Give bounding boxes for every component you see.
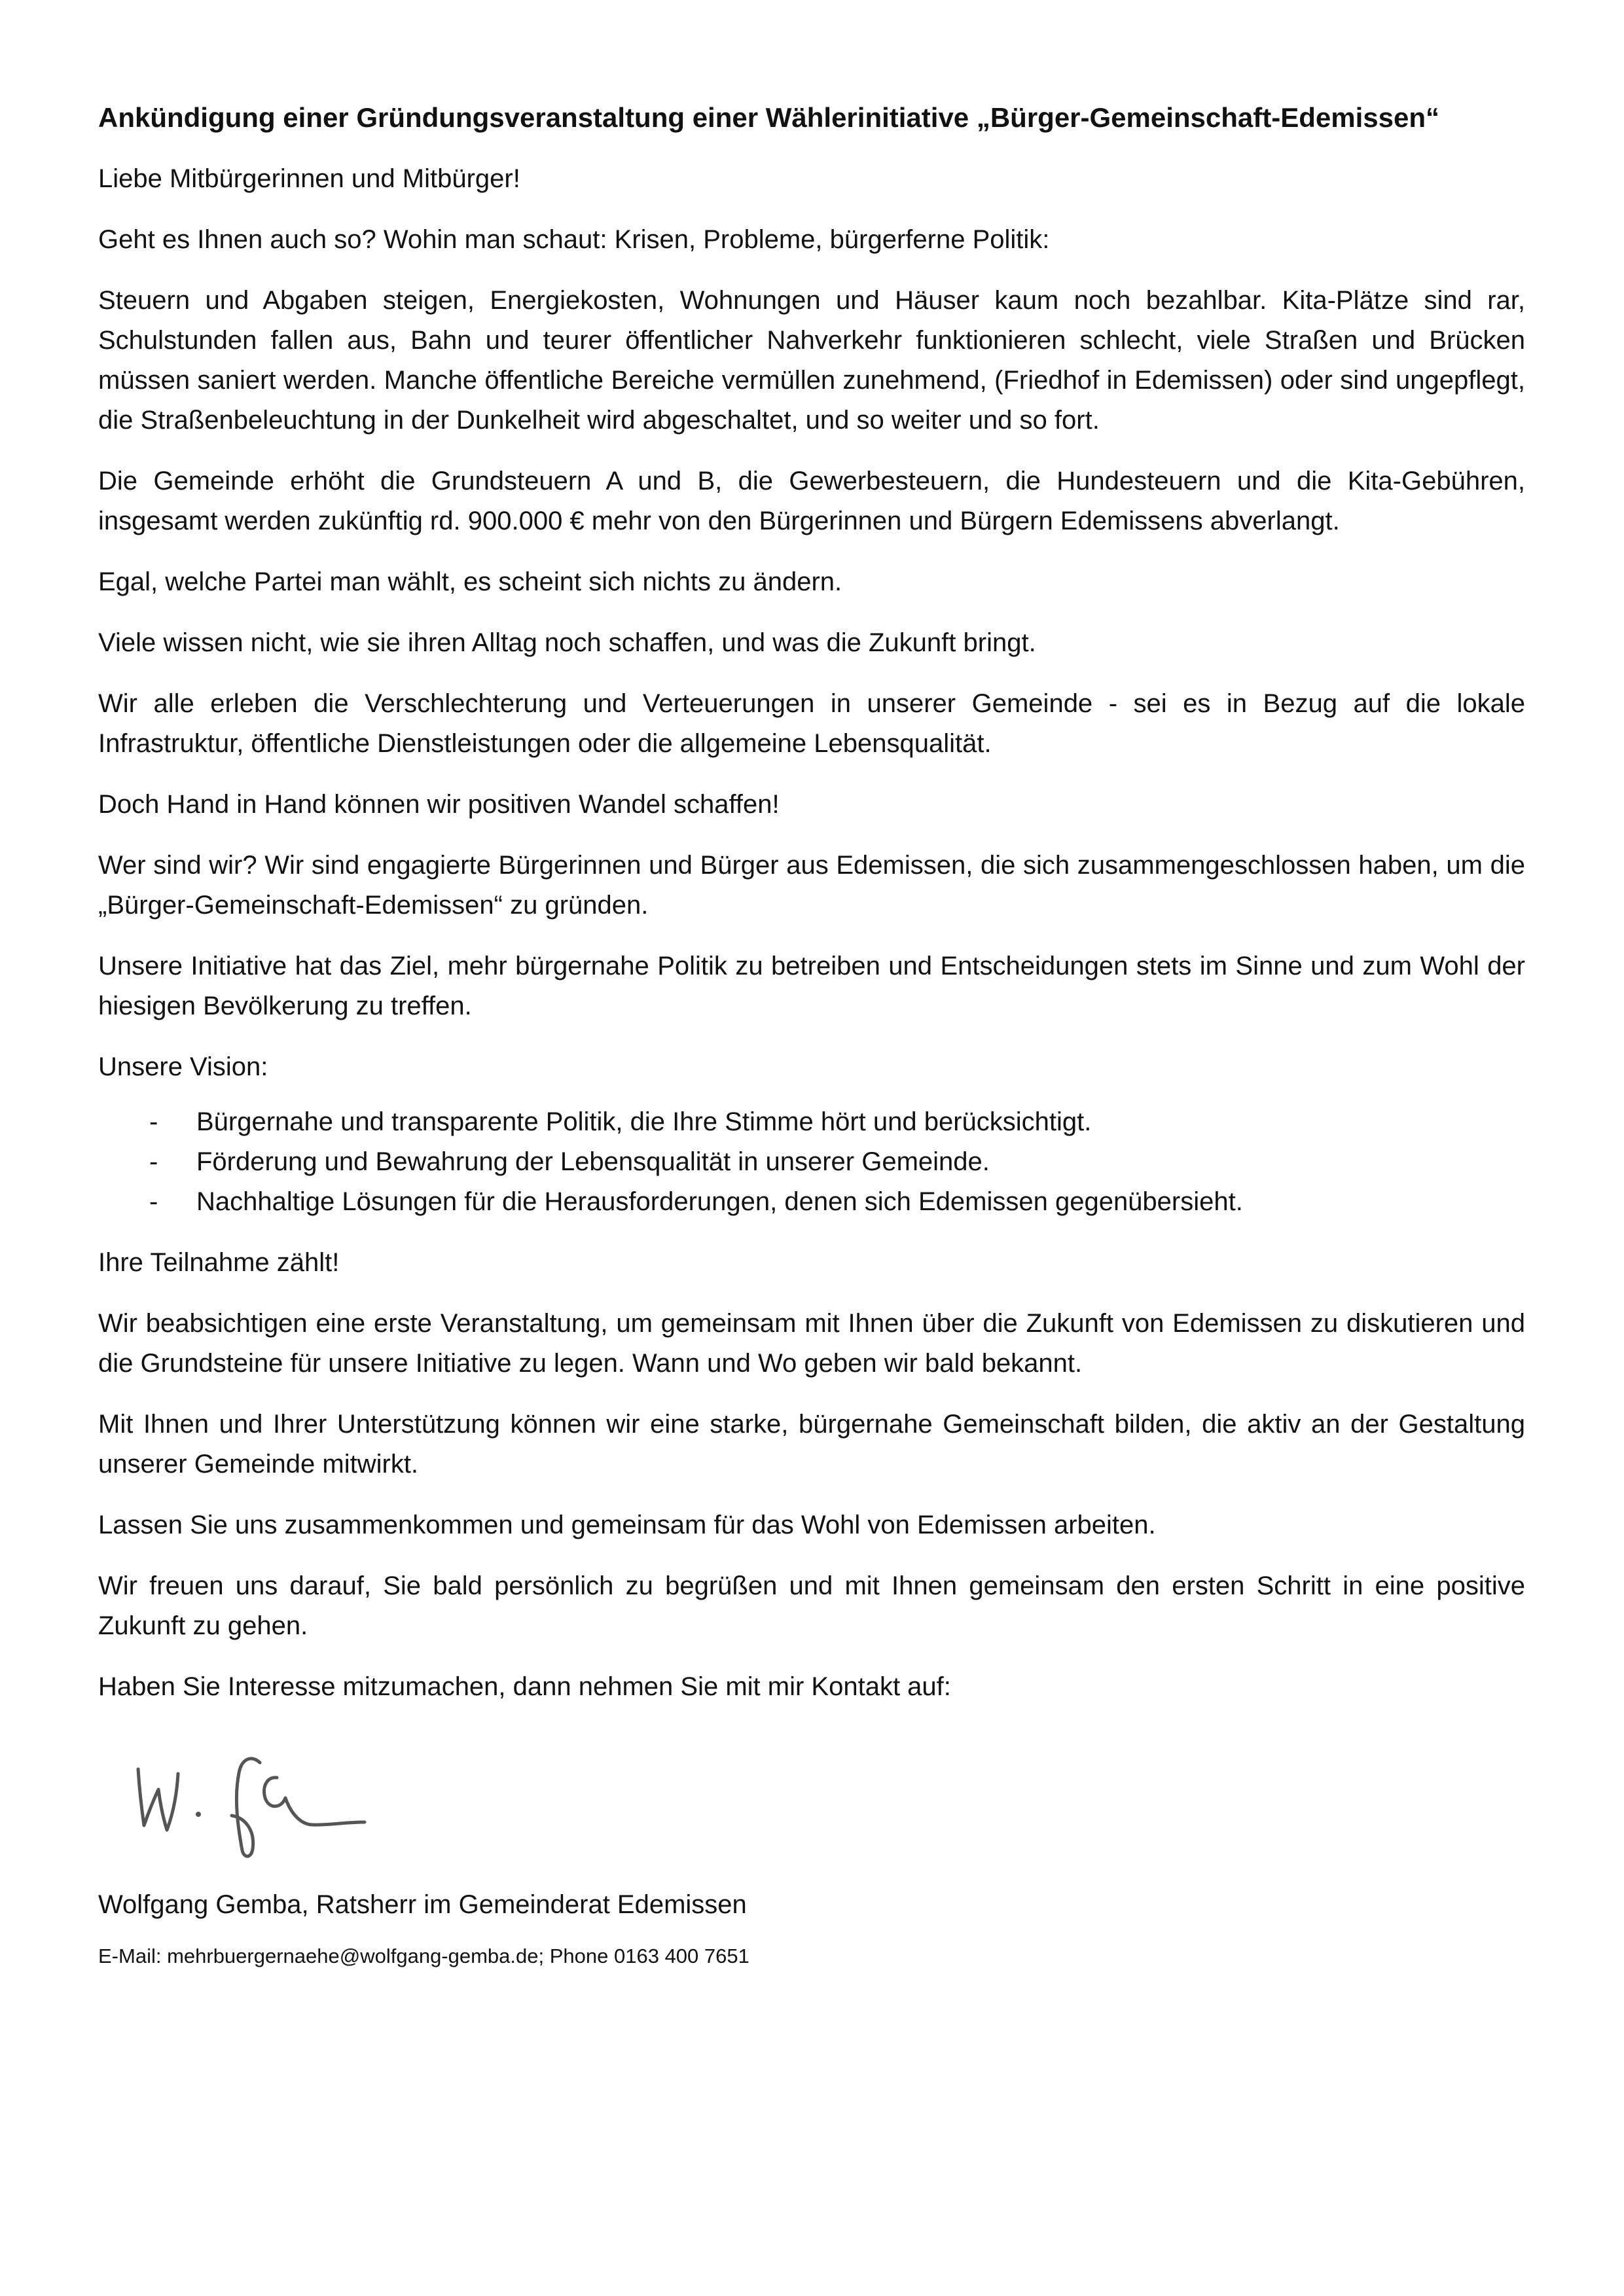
signature-area: [98, 1728, 1525, 1872]
vision-heading: Unsere Vision:: [98, 1052, 268, 1081]
vision-item: [98, 1142, 1525, 1182]
taxes-paragraph: Die Gemeinde erhöht die Grundsteuern A und B, die Gewerbesteuern, die Hundesteuern und die Kita-Gebühren, insgesamt werden zukünftig rd. 900.000 € mehr von den Bürgerinnen und Bürgern Edemissens abverlangt.: [98, 467, 1525, 535]
vision-item: [98, 1182, 1525, 1222]
together-paragraph: Lassen Sie uns zusammenkommen und gemeinsam für das Wohl von Edemissen arbeiten.: [98, 1511, 1156, 1539]
vision-item-text: Förderung und Bewahrung der Lebensqualität in unserer Gemeinde.: [196, 1147, 990, 1176]
everyday-paragraph: Viele wissen nicht, wie sie ihren Alltag noch schaffen, und was die Zukunft bringt.: [98, 628, 1036, 657]
vision-item-text: Bürgernahe und transparente Politik, die Ihre Stimme hört und berücksichtigt.: [196, 1107, 1092, 1136]
document-content: [98, 97, 1525, 1971]
welcome-paragraph: Wir freuen uns darauf, Sie bald persönlich zu begrüßen und mit Ihnen gemeinsam den ersten Schritt in eine positive Zukunft zu gehen.: [98, 1571, 1525, 1640]
problems-paragraph: Steuern und Abgaben steigen, Energiekosten, Wohnungen und Häuser kaum noch bezahlbar. Kita-Plätze sind rar, Schulstunden fallen aus, Bahn und teurer öffentlicher Nahverkehr funktionieren schlecht, viele Straßen und Brücken müssen saniert werden. Manche öffentliche Bereiche vermüllen zunehmend, (Friedhof in Edemissen) oder sind ungepflegt, die Straßenbeleuchtung in der Dunkelheit wird abgeschaltet, und so weiter und so fort.: [98, 286, 1525, 435]
support-paragraph: Mit Ihnen und Ihrer Unterstützung können wir eine starke, bürgernahe Gemeinschaft bilden, die aktiv an der Gestaltung unserer Gemeinde mitwirkt.: [98, 1410, 1525, 1479]
intro-paragraph: Geht es Ihnen auch so? Wohin man schaut: Krisen, Probleme, bürgerferne Politik:: [98, 225, 1050, 254]
list-dash: -: [149, 1107, 158, 1136]
list-dash: -: [149, 1187, 158, 1216]
who-we-are-paragraph: Wer sind wir? Wir sind engagierte Bürgerinnen und Bürger aus Edemissen, die sich zusammengeschlossen haben, um die „Bürger-Gemeinschaft-Edemissen“ zu gründen.: [98, 851, 1525, 920]
positive-change-paragraph: Doch Hand in Hand können wir positiven Wandel schaffen!: [98, 790, 780, 819]
event-paragraph: Wir beabsichtigen eine erste Veranstaltung, um gemeinsam mit Ihnen über die Zukunft von Edemissen zu diskutieren und die Grundsteine für unsere Initiative zu legen. Wann und Wo geben wir bald bekannt.: [98, 1309, 1525, 1378]
participation-heading: Ihre Teilnahme zählt!: [98, 1248, 340, 1277]
document-title: Ankündigung einer Gründungsveranstaltung einer Wählerinitiative „Bürger-Gemeinschaft-Edemissen“: [98, 102, 1440, 133]
deterioration-paragraph: Wir alle erleben die Verschlechterung und Verteuerungen in unserer Gemeinde - sei es in Bezug auf die lokale Infrastruktur, öffentliche Dienstleistungen oder die allgemeine Lebensqualität.: [98, 689, 1525, 758]
salutation: Liebe Mitbürgerinnen und Mitbürger!: [98, 164, 520, 193]
contact-line: E-Mail: mehrbuergernaehe@wolfgang-gemba.de; Phone 0163 400 7651: [98, 1945, 749, 1967]
contact-invitation: Haben Sie Interesse mitzumachen, dann nehmen Sie mit mir Kontakt auf:: [98, 1672, 951, 1701]
vision-item: [98, 1102, 1525, 1142]
initiative-goal-paragraph: Unsere Initiative hat das Ziel, mehr bürgernahe Politik zu betreiben und Entscheidungen stets im Sinne und zum Wohl der hiesigen Bevölkerung zu treffen.: [98, 952, 1525, 1020]
vision-item-text: Nachhaltige Lösungen für die Herausforderungen, denen sich Edemissen gegenübersieht.: [196, 1187, 1243, 1216]
vision-list: [98, 1102, 1525, 1222]
list-dash: -: [149, 1147, 158, 1176]
handwritten-signature-icon: [126, 1748, 381, 1862]
party-paragraph: Egal, welche Partei man wählt, es scheint sich nichts zu ändern.: [98, 567, 842, 596]
signer-name: Wolfgang Gemba, Ratsherr im Gemeinderat Edemissen: [98, 1890, 747, 1919]
